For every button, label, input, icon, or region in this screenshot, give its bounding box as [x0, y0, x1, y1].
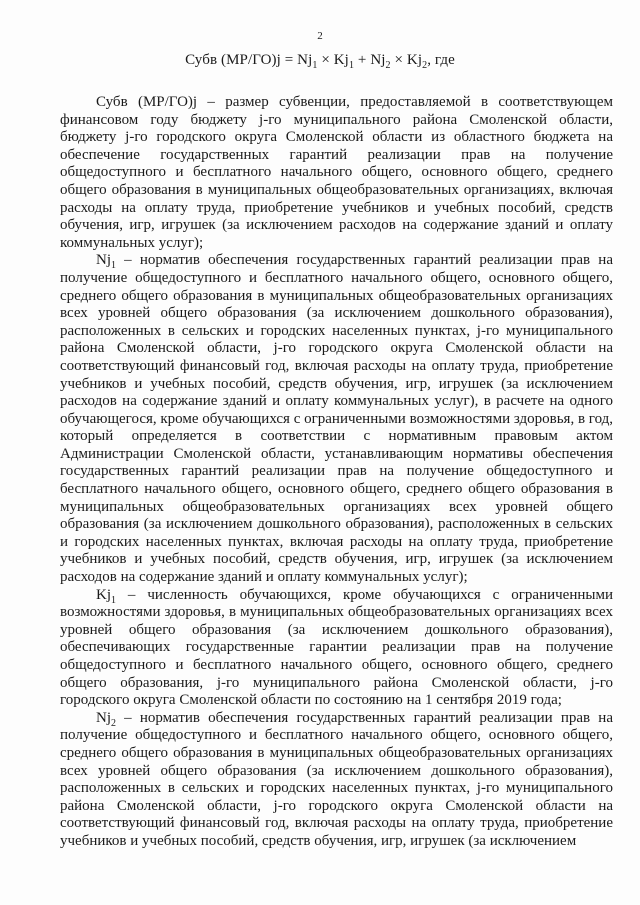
formula-part-3: × Kj: [390, 52, 423, 68]
formula-sub-4: 2: [422, 60, 428, 71]
term-kj: Kj: [96, 586, 111, 603]
paragraph-text: Субв (МР/ГО)j – размер субвенции, предоставляемой в соответствующем финансовом году бюджету j-го муниципального района Смоленской области, бюджету j-го городского округа Смоленской области из областного бюджета на обеспечение государственных гарантий реализации прав на получение общедоступного и бесплатного начального общего, основного общего, среднего общего образования в муниципальных общеобразовательных организациях, включая расходы на оплату труда, приобретение учебников и учебных пособий, средств обучения, игр, игрушек (за исключением расходов на содержание зданий и оплату коммунальных услуг);: [60, 94, 613, 251]
term-subscript: 1: [111, 260, 116, 272]
term-subscript: 1: [111, 594, 116, 606]
paragraph-norm-nj2: [60, 710, 613, 851]
paragraph-norm-nj1: [60, 252, 613, 586]
formula-sub-3: 2: [385, 60, 391, 71]
formula-tail: , где: [427, 52, 455, 68]
formula-sub-1: 1: [312, 60, 318, 71]
formula-part-2: + Nj: [354, 52, 386, 68]
term-nj: Nj: [96, 709, 111, 726]
page-number: 2: [317, 30, 323, 42]
term-nj: Nj: [96, 252, 111, 269]
formula-lhs: Субв (МР/ГО)j = Nj: [185, 52, 313, 68]
paragraph-text: – численность обучающихся, кроме обучающихся с ограниченными возможностями здоровья, в муниципальных общеобразовательных организациях всех уровней общего образования (за исключением дошкольного образования), обеспечивающих государственные гарантии реализации прав на получение общедоступного и бесплатного начального общего, основного общего, среднего общего образования, j-го муниципального района Смоленской области, j-го городского округа Смоленской области по состоянию на 1 сентября 2019 года;: [60, 586, 613, 709]
document-body: [60, 94, 613, 851]
subvention-formula: [0, 52, 640, 71]
paragraph-text: – норматив обеспечения государственных гарантий реализации прав на получение общедоступного и бесплатного начального общего, основного общего, среднего общего образования в муниципальных общеобразовательных организациях всех уровней общего образования (за исключением дошкольного образования), расположенных в сельских и городских населенных пунктах, j-го муниципального района Смоленской области, j-го городского округа Смоленской области на соответствующий финансовый год, включая расходы на оплату труда, приобретение учебников и учебных пособий, средств обучения, игр, игрушек (за исключением: [60, 709, 613, 849]
paragraph-subvention-definition: [60, 94, 613, 252]
formula-part-1: × Kj: [317, 52, 349, 68]
formula-sub-2: 1: [348, 60, 355, 71]
term-subscript: 2: [111, 717, 116, 729]
paragraph-count-kj1: [60, 587, 613, 710]
paragraph-text: – норматив обеспечения государственных гарантий реализации прав на получение общедоступного и бесплатного начального общего, основного общего, среднего общего образования в муниципальных общеобразовательных организациях всех уровней общего образования (за исключением дошкольного образования), расположенных в сельских и городских населенных пунктах, j-го муниципального района Смоленской области, j-го городского округа Смоленской области на соответствующий финансовый год, включая расходы на оплату труда, приобретение учебников и учебных пособий, средств обучения, игр, игрушек (за исключением расходов на содержание зданий и оплату коммунальных услуг), в расчете на одного обучающегося, кроме обучающихся с ограниченными возможностями здоровья, в год, который определяется в соответствии с нормативным правовым актом Администрации Смоленской области, устанавливающим нормативы обеспечения государственных гарантий реализации прав на получение общедоступного и бесплатного начального общего, основного общего, среднего общего образования в муниципальных общеобразовательных организациях всех уровней общего образования (за исключением дошкольного образования), расположенных в сельских и городских населенных пунктах, включая расходы на оплату труда, приобретение учебников и учебных пособий, средств обучения, игр, игрушек (за исключением расходов на содержание зданий и оплату коммунальных услуг);: [60, 252, 614, 586]
